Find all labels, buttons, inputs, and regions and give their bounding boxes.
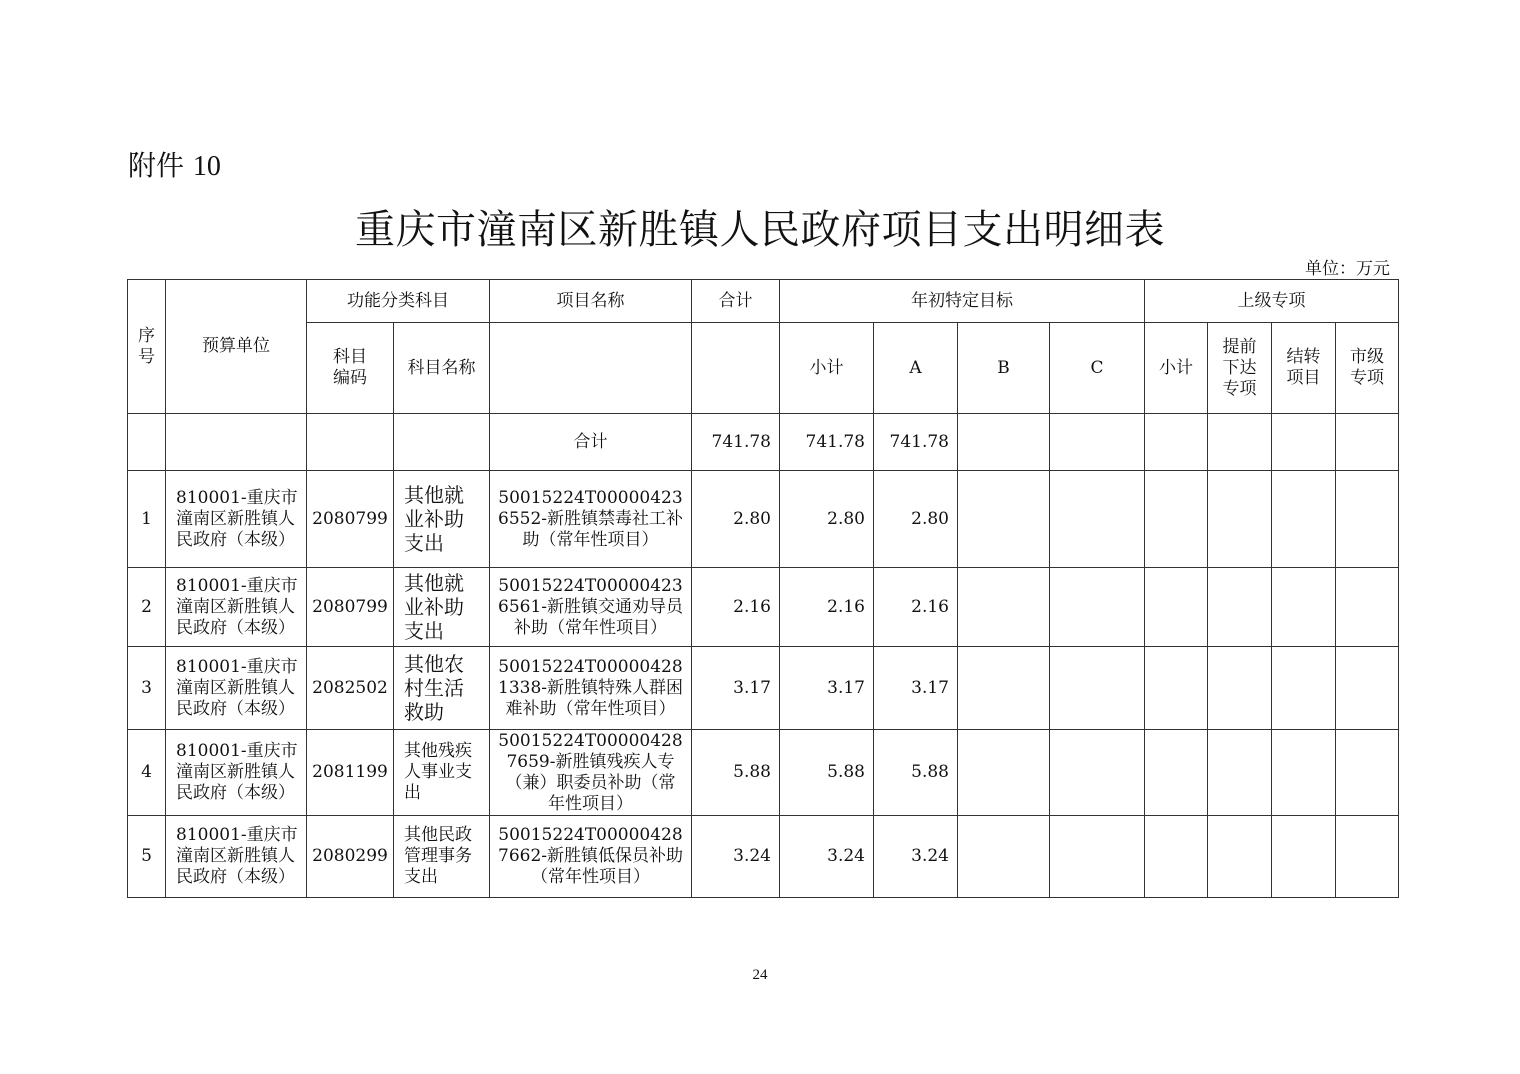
row-subject-code: 2080299 [307,816,394,898]
table-row [128,471,1399,568]
total-label: 合计 [490,414,692,471]
row-project-name: 50015224T000004236561-新胜镇交通劝导员补助（常年性项目） [490,568,692,647]
row-subtotal: 5.88 [780,730,874,816]
row-project-name: 50015224T000004287662-新胜镇低保员补助（常年性项目） [490,816,692,898]
header-sup-subtotal: 小计 [1145,323,1208,414]
row-project-name: 50015224T000004287659-新胜镇残疾人专（兼）职委员补助（常年性项目） [490,730,692,816]
row-subject-code: 2081199 [307,730,394,816]
total-row [128,414,1399,471]
row-seq: 5 [128,816,166,898]
total-subtotal: 741.78 [780,414,874,471]
header-subject-code: 科目编码 [307,323,394,414]
header-subtotal: 小计 [780,323,874,414]
row-project-name: 50015224T000004236552-新胜镇禁毒社工补助（常年性项目） [490,471,692,568]
page-title: 重庆市潼南区新胜镇人民政府项目支出明细表 [355,207,1165,253]
row-subject-name: 其他民政管理事务支出 [394,816,490,898]
row-a: 3.24 [874,816,958,898]
table-row [128,568,1399,647]
row-subject-name: 其他残疾人事业支出 [394,730,490,816]
row-subtotal: 2.16 [780,568,874,647]
row-a: 2.80 [874,471,958,568]
row-subject-name: 其他就业补助支出 [394,568,490,647]
header-total: 合计 [692,280,780,323]
attachment-label: 附件 10 [128,149,221,182]
table-row [128,647,1399,730]
row-subject-code: 2080799 [307,568,394,647]
row-seq: 4 [128,730,166,816]
row-a: 3.17 [874,647,958,730]
total-total: 741.78 [692,414,780,471]
row-subtotal: 2.80 [780,471,874,568]
row-total: 2.16 [692,568,780,647]
row-total: 5.88 [692,730,780,816]
row-subject-code: 2080799 [307,471,394,568]
header-subject-name: 科目名称 [394,323,490,414]
header-city: 市级专项 [1336,323,1399,414]
row-total: 2.80 [692,471,780,568]
row-seq: 3 [128,647,166,730]
header-project-name: 项目名称 [490,280,692,323]
row-budget-unit: 810001-重庆市潼南区新胜镇人民政府（本级） [166,647,307,730]
expenditure-table [127,279,1399,898]
unit-label: 单位：万元 [1305,259,1390,279]
header-seq: 序号 [128,280,166,414]
row-a: 2.16 [874,568,958,647]
header-carryover: 结转项目 [1272,323,1336,414]
row-budget-unit: 810001-重庆市潼南区新胜镇人民政府（本级） [166,816,307,898]
row-total: 3.17 [692,647,780,730]
header-c: C [1050,323,1145,414]
header-b: B [958,323,1050,414]
header-a: A [874,323,958,414]
row-budget-unit: 810001-重庆市潼南区新胜镇人民政府（本级） [166,730,307,816]
header-advance: 提前下达专项 [1208,323,1272,414]
row-a: 5.88 [874,730,958,816]
header-superior: 上级专项 [1145,280,1399,323]
table-row [128,816,1399,898]
row-subject-name: 其他就业补助支出 [394,471,490,568]
header-func-class: 功能分类科目 [307,280,490,323]
row-seq: 2 [128,568,166,647]
row-subject-name: 其他农村生活救助 [394,647,490,730]
row-budget-unit: 810001-重庆市潼南区新胜镇人民政府（本级） [166,471,307,568]
row-subject-code: 2082502 [307,647,394,730]
row-total: 3.24 [692,816,780,898]
page-number: 24 [752,967,768,983]
table-row [128,730,1399,816]
header-budget-unit: 预算单位 [166,280,307,414]
row-project-name: 50015224T000004281338-新胜镇特殊人群困难补助（常年性项目） [490,647,692,730]
row-subtotal: 3.17 [780,647,874,730]
row-seq: 1 [128,471,166,568]
row-subtotal: 3.24 [780,816,874,898]
total-a: 741.78 [874,414,958,471]
row-budget-unit: 810001-重庆市潼南区新胜镇人民政府（本级） [166,568,307,647]
header-annual-target: 年初特定目标 [780,280,1145,323]
